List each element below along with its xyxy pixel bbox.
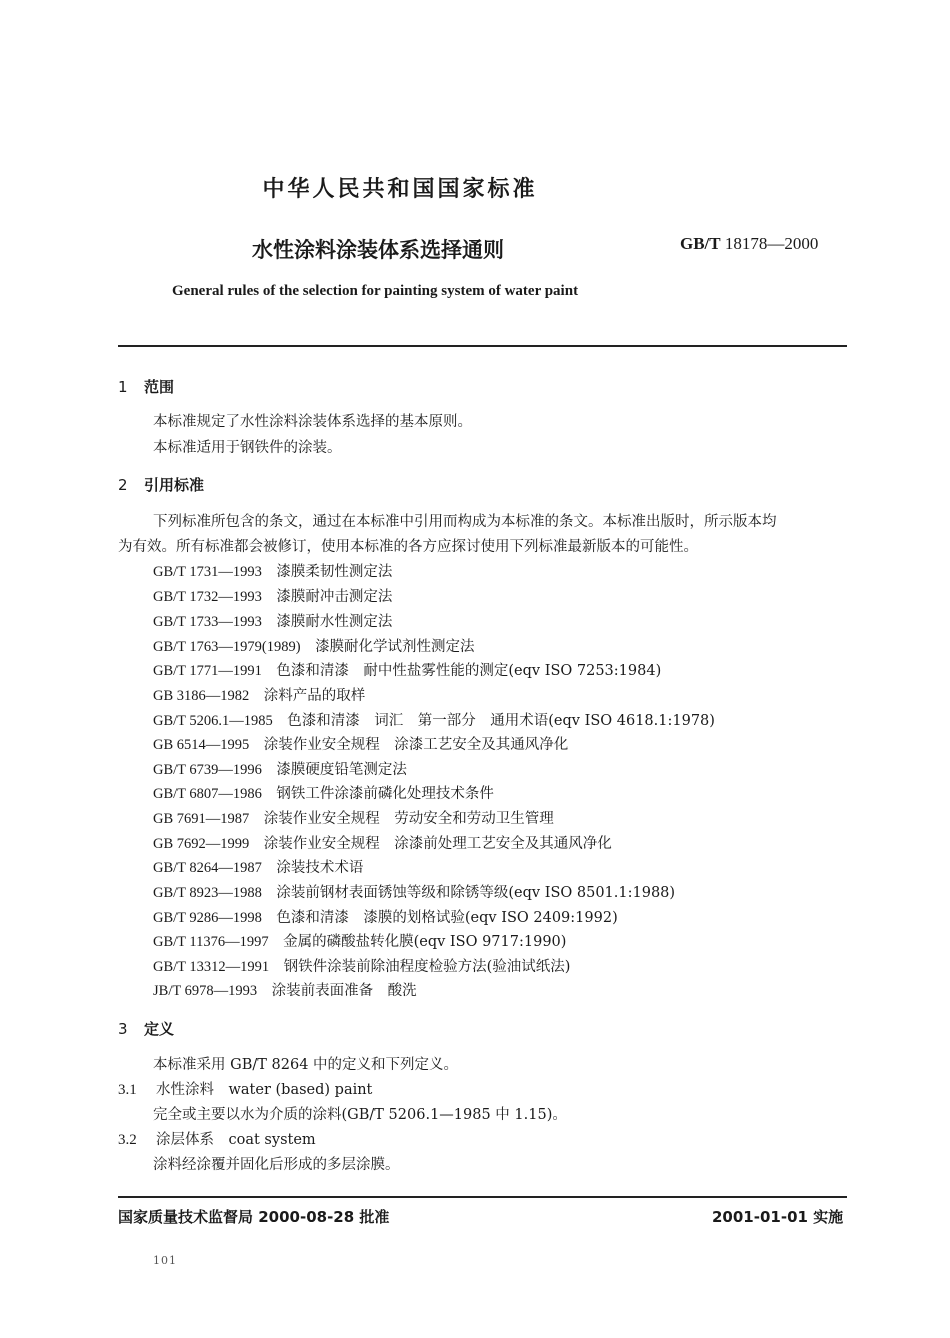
reference-title: 色漆和清漆 词汇 第一部分 通用术语(eqv ISO 4618.1:1978) bbox=[287, 713, 715, 729]
reference-item bbox=[153, 930, 566, 951]
section-2-intro-line-2: 为有效。所有标准都会被修订，使用本标准的各方应探讨使用下列标准最新版本的可能性。 bbox=[118, 539, 698, 555]
definition-number: 3.1 bbox=[118, 1082, 137, 1098]
standard-code bbox=[680, 234, 818, 254]
reference-title: 涂装技术术语 bbox=[276, 860, 364, 876]
section-3-number: 3 bbox=[118, 1020, 128, 1038]
definition-description: 完全或主要以水为介质的涂料(GB/T 5206.1—1985 中 1.15)。 bbox=[153, 1107, 567, 1123]
standard-code-number: 18178—2000 bbox=[724, 234, 819, 253]
reference-title: 涂装前表面准备 酸洗 bbox=[271, 983, 417, 999]
national-standard-heading: 中华人民共和国国家标准 bbox=[262, 177, 538, 202]
reference-title: 漆膜耐冲击测定法 bbox=[276, 589, 393, 605]
reference-item bbox=[153, 610, 392, 631]
reference-title: 金属的磷酸盐转化膜(eqv ISO 9717:1990) bbox=[283, 934, 567, 950]
reference-item bbox=[153, 585, 392, 606]
reference-title: 漆膜耐化学试剂性测定法 bbox=[315, 639, 475, 655]
section-1-para-1: 本标准规定了水性涂料涂装体系选择的基本原则。 bbox=[153, 414, 472, 430]
reference-item bbox=[153, 635, 475, 656]
reference-title: 涂装作业安全规程 劳动安全和劳动卫生管理 bbox=[263, 811, 554, 827]
reference-code: GB/T 1733—1993 bbox=[153, 614, 262, 630]
reference-item bbox=[153, 979, 417, 1000]
reference-item bbox=[153, 733, 568, 754]
reference-item bbox=[153, 856, 363, 877]
definition-term: 涂层体系 coat system bbox=[156, 1132, 316, 1148]
standard-code-prefix: GB/T bbox=[680, 234, 721, 253]
reference-item bbox=[153, 955, 570, 976]
reference-title: 涂料产品的取样 bbox=[263, 688, 366, 704]
section-3-title: 定义 bbox=[144, 1020, 175, 1038]
reference-item bbox=[153, 881, 675, 902]
definition-number: 3.2 bbox=[118, 1132, 137, 1148]
section-1-title: 范围 bbox=[144, 378, 175, 396]
section-2-intro-line-1: 下列标准所包含的条文，通过在本标准中引用而构成为本标准的条文。本标准出版时，所示版本均 bbox=[153, 514, 777, 530]
reference-item bbox=[153, 758, 407, 779]
reference-item bbox=[153, 782, 494, 803]
section-1-heading bbox=[118, 376, 174, 397]
reference-title: 涂装前钢材表面锈蚀等级和除锈等级(eqv ISO 8501.1:1988) bbox=[276, 885, 676, 901]
reference-code: GB/T 8264—1987 bbox=[153, 860, 262, 876]
reference-item bbox=[153, 659, 661, 680]
reference-code: GB/T 1731—1993 bbox=[153, 564, 262, 580]
reference-code: GB/T 6739—1996 bbox=[153, 762, 262, 778]
reference-code: GB/T 13312—1991 bbox=[153, 959, 270, 975]
reference-item bbox=[153, 560, 392, 581]
definition-term: 水性涂料 water (based) paint bbox=[156, 1082, 373, 1098]
reference-title: 钢铁件涂装前除油程度检验方法(验油试纸法) bbox=[283, 959, 571, 975]
section-2-heading bbox=[118, 474, 204, 495]
section-1-number: 1 bbox=[118, 378, 128, 396]
reference-title: 钢铁工件涂漆前磷化处理技术条件 bbox=[276, 786, 494, 802]
english-title: General rules of the selection for painting system of water paint bbox=[172, 283, 579, 299]
reference-code: GB/T 11376—1997 bbox=[153, 934, 269, 950]
definition-term-row bbox=[118, 1128, 316, 1149]
reference-item bbox=[153, 807, 554, 828]
reference-title: 涂装作业安全规程 涂漆工艺安全及其通风净化 bbox=[263, 737, 569, 753]
section-3-heading bbox=[118, 1018, 174, 1039]
reference-code: GB 3186—1982 bbox=[153, 688, 250, 704]
standard-title: 水性涂料涂装体系选择通则 bbox=[252, 238, 504, 262]
header-rule bbox=[118, 345, 847, 347]
reference-title: 涂装作业安全规程 涂漆前处理工艺安全及其通风净化 bbox=[263, 836, 612, 852]
section-2-number: 2 bbox=[118, 476, 128, 494]
reference-code: GB/T 6807—1986 bbox=[153, 786, 262, 802]
section-2-title: 引用标准 bbox=[144, 476, 205, 494]
approval-date: 国家质量技术监督局 2000-08-28 批准 bbox=[118, 1208, 390, 1226]
reference-code: GB/T 1771—1991 bbox=[153, 663, 262, 679]
reference-code: GB 6514—1995 bbox=[153, 737, 250, 753]
section-1-para-2: 本标准适用于钢铁件的涂装。 bbox=[153, 440, 342, 456]
reference-code: GB/T 8923—1988 bbox=[153, 885, 262, 901]
reference-code: JB/T 6978—1993 bbox=[153, 983, 258, 999]
definition-term-row bbox=[118, 1078, 372, 1099]
section-3-intro: 本标准采用 GB/T 8264 中的定义和下列定义。 bbox=[153, 1057, 459, 1073]
reference-code: GB/T 1763—1979(1989) bbox=[153, 639, 301, 655]
reference-code: GB/T 1732—1993 bbox=[153, 589, 262, 605]
reference-item bbox=[153, 832, 612, 853]
page-number: 101 bbox=[153, 1254, 177, 1267]
reference-code: GB 7691—1987 bbox=[153, 811, 250, 827]
definition-description: 涂料经涂覆并固化后形成的多层涂膜。 bbox=[153, 1157, 400, 1173]
reference-item bbox=[153, 684, 365, 705]
reference-title: 漆膜耐水性测定法 bbox=[276, 614, 393, 630]
reference-title: 色漆和清漆 耐中性盐雾性能的测定(eqv ISO 7253:1984) bbox=[276, 663, 662, 679]
reference-item bbox=[153, 709, 715, 730]
reference-code: GB/T 9286—1998 bbox=[153, 910, 262, 926]
reference-title: 色漆和清漆 漆膜的划格试验(eqv ISO 2409:1992) bbox=[276, 910, 618, 926]
reference-title: 漆膜柔韧性测定法 bbox=[276, 564, 393, 580]
reference-code: GB 7692—1999 bbox=[153, 836, 250, 852]
reference-code: GB/T 5206.1—1985 bbox=[153, 713, 273, 729]
effective-date: 2001-01-01 实施 bbox=[712, 1208, 844, 1226]
footer-rule bbox=[118, 1196, 847, 1198]
reference-title: 漆膜硬度铅笔测定法 bbox=[276, 762, 407, 778]
reference-item bbox=[153, 906, 618, 927]
